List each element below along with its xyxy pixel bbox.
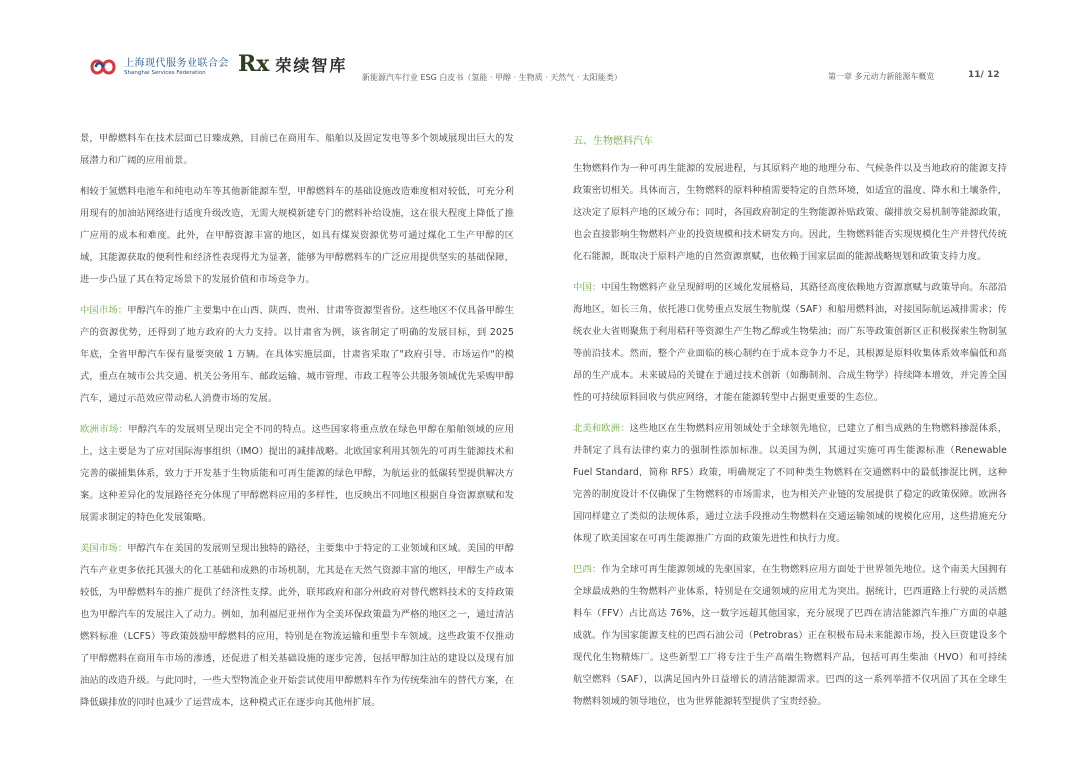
market-label-china: 中国市场： — [80, 305, 128, 316]
paragraph — [573, 559, 1007, 713]
paragraph — [80, 538, 514, 714]
paragraph — [80, 419, 514, 529]
brand-mark: Rx — [238, 51, 270, 77]
paragraph — [573, 418, 1007, 550]
federation-logo — [88, 56, 229, 78]
paragraph: 相较于氢燃料电池车和纯电动车等其他新能源车型，甲醇燃料车的基础设施改造难度相对较低，可充分利用现有的加油站网络进行适度升级改造，无需大规模新建专门的燃料补给设施，这在很大程度上降低了推广应用的成本和难度。此外，在甲醇资源丰富的地区，如具有煤炭资源优势可通过煤化工生产甲醇的区域，其能源获取的便利性和经济性表现得尤为显著，能够为甲醇燃料车的广泛应用提供坚实的基础保障，进一步凸显了其在特定场景下的发展价值和市场竞争力。 — [80, 186, 514, 285]
section-title: 五、生物燃料汽车 — [573, 136, 653, 147]
region-label-china: 中国： — [573, 282, 602, 293]
region-label-brazil: 巴西： — [573, 564, 602, 575]
document-title: 新能源汽车行业 ESG 白皮书（氢能 · 甲醇 · 生物质 · 天然气 · 太阳能类） — [362, 73, 622, 82]
left-column — [80, 128, 514, 723]
federation-logo-icon — [88, 56, 118, 78]
paragraph-text: 甲醇汽车的发展则呈现出完全不同的特点。这些国家将重点放在绿色甲醇在船舶领域的应用上，这主要是为了应对国际海事组织（IMO）提出的减排战略。北欧国家利用其领先的可再生能源技术和完善的碳捕集体系，致力于开发基于生物质能和可再生能源的绿色甲醇，为航运业的低碳转型提供解决方案。这种差异化的发展路径充分体现了甲醇燃料应用的多样性，也反映出不同地区根据自身资源禀赋和发展需求制定的特色化发展策略。 — [80, 424, 514, 523]
page-header — [0, 0, 1080, 100]
federation-name-en: Shanghai Services Federation — [124, 69, 206, 76]
brand-logo — [238, 52, 347, 76]
federation-name-cn: 上海现代服务业联合会 — [124, 57, 229, 69]
paragraph-text: 甲醇汽车的推广主要集中在山西、陕西、贵州、甘肃等资源型省份。这些地区不仅具备甲醇生产的资源优势，还得到了地方政府的大力支持。以甘肃省为例，该省制定了明确的发展目标，到 2025 年底，全省甲醇汽车保有量要突破 1 万辆。在具体实施层面，甘肃省采取了"政府引导、市场运作"的模式，重点在城市公共交通、机关公务用车、邮政运输、城市管理、市政工程等公共服务领域优先采购甲醇汽车，通过示范效应带动私人消费市场的发展。 — [80, 305, 514, 404]
brand-name: 荣续智库 — [275, 55, 348, 75]
paragraph — [573, 277, 1007, 409]
market-label-usa: 美国市场： — [80, 543, 128, 554]
paragraph-text: 作为全球可再生能源领域的先驱国家，在生物燃料应用方面处于世界领先地位。这个南美大国拥有全球最成熟的生物燃料产业体系，特别是在交通领域的应用尤为突出。据统计，巴西道路上行驶的灵活燃料车（FFV）占比高达 76%，这一数字远超其他国家，充分展现了巴西在清洁能源汽车推广方面的卓越成就。作为国家能源支柱的巴西石油公司（Petrobras）正在积极布局未来能源市场，投入巨资建设多个现代化生物精炼厂。这些新型工厂将专注于生产高端生物燃料产品，包括可再生柴油（HVO）和可持续航空燃料（SAF），以满足国内外日益增长的清洁能源需求。巴西的这一系列举措不仅巩固了其在全球生物燃料领域的领导地位，也为世界能源转型提供了宝贵经验。 — [573, 564, 1007, 707]
market-label-europe: 欧洲市场： — [80, 424, 129, 435]
region-label-na-eu: 北美和欧洲： — [573, 423, 630, 434]
paragraph-text: 甲醇汽车在美国的发展则呈现出独特的路径，主要集中于特定的工业领域和区域。美国的甲醇汽车产业更多依托其强大的化工基础和成熟的市场机制，尤其是在天然气资源丰富的地区，甲醇生产成本较低，为甲醇燃料车的推广提供了经济性支撑。此外，联邦政府和部分州政府对替代燃料技术的支持政策也为甲醇汽车的发展注入了动力。例如，加利福尼亚州作为全美环保政策最为严格的地区之一，通过清洁燃料标准（LCFS）等政策鼓励甲醇燃料的应用，特别是在物流运输和重型卡车领域。这些政策不仅推动了甲醇燃料在商用车市场的渗透，还促进了相关基础设施的逐步完善，包括甲醇加注站的建设以及现有加油站的改造升级。与此同时，一些大型物流企业开始尝试使用甲醇燃料车作为传统柴油车的替代方案，在降低碳排放的同时也减少了运营成本，这种模式正在逐步向其他州扩展。 — [80, 543, 514, 708]
paragraph-text: 中国生物燃料产业呈现鲜明的区域化发展格局，其路径高度依赖地方资源禀赋与政策导向。东部沿海地区，如长三角，依托港口优势重点发展生物航煤（SAF）和船用燃料油，对接国际航运减排需求；传统农业大省则聚焦于利用秸秆等资源生产生物乙醇或生物柴油；而广东等政策创新区正积极探索生物制氢等前沿技术。然而，整个产业面临的核心制约在于成本竞争力不足，其根源是原料收集体系效率偏低和高昂的生产成本。未来破局的关键在于通过技术创新（如酶制剂、合成生物学）持续降本增效，并完善全国性的可持续原料回收与供应网络，才能在能源转型中占据更重要的生态位。 — [573, 282, 1007, 403]
paragraph: 生物燃料作为一种可再生能源的发展进程，与其原料产地的地理分布、气候条件以及当地政府的能源支持政策密切相关。具体而言，生物燃料的原料种植需要特定的自然环境，如适宜的温度、降水和土壤条件，这决定了原料产地的区域分布；同时，各国政府制定的生物能源补贴政策、碳排放交易机制等能源政策，也会直接影响生物燃料产业的投资规模和技术研发方向。因此，生物燃料能否实现规模化生产并替代传统化石能源，既取决于原料产地的自然资源禀赋，也依赖于国家层面的能源战略规划和政策支持力度。 — [573, 163, 1007, 262]
chapter-title: 第一章 多元动力新能源车概览 — [828, 72, 935, 81]
page-number: 11/ 12 — [968, 70, 1000, 80]
paragraph — [80, 300, 514, 410]
paragraph: 景，甲醇燃料车在技术层面已日臻成熟，目前已在商用车、船舶以及固定发电等多个领域展现出巨大的发展潜力和广阔的应用前景。 — [80, 133, 514, 166]
paragraph-text: 这些地区在生物燃料应用领域处于全球领先地位，已建立了相当成熟的生物燃料掺混体系，并制定了具有法律约束力的强制性添加标准。以美国为例，其通过实施可再生能源标准（Renewable Fuel Standard，简称 RFS）政策，明确规定了不同种类生物燃料在交通燃料中的最低掺混比例，这种完善的制度设计不仅确保了生物燃料的市场需求，也为相关产业链的发展提供了稳定的政策保障。欧洲各国同样建立了类似的法规体系，通过立法手段推动生物燃料在交通运输领域的规模化应用，这些措施充分体现了欧美国家在可再生能源推广方面的政策先进性和执行力度。 — [573, 423, 1007, 544]
right-column — [573, 128, 1007, 722]
